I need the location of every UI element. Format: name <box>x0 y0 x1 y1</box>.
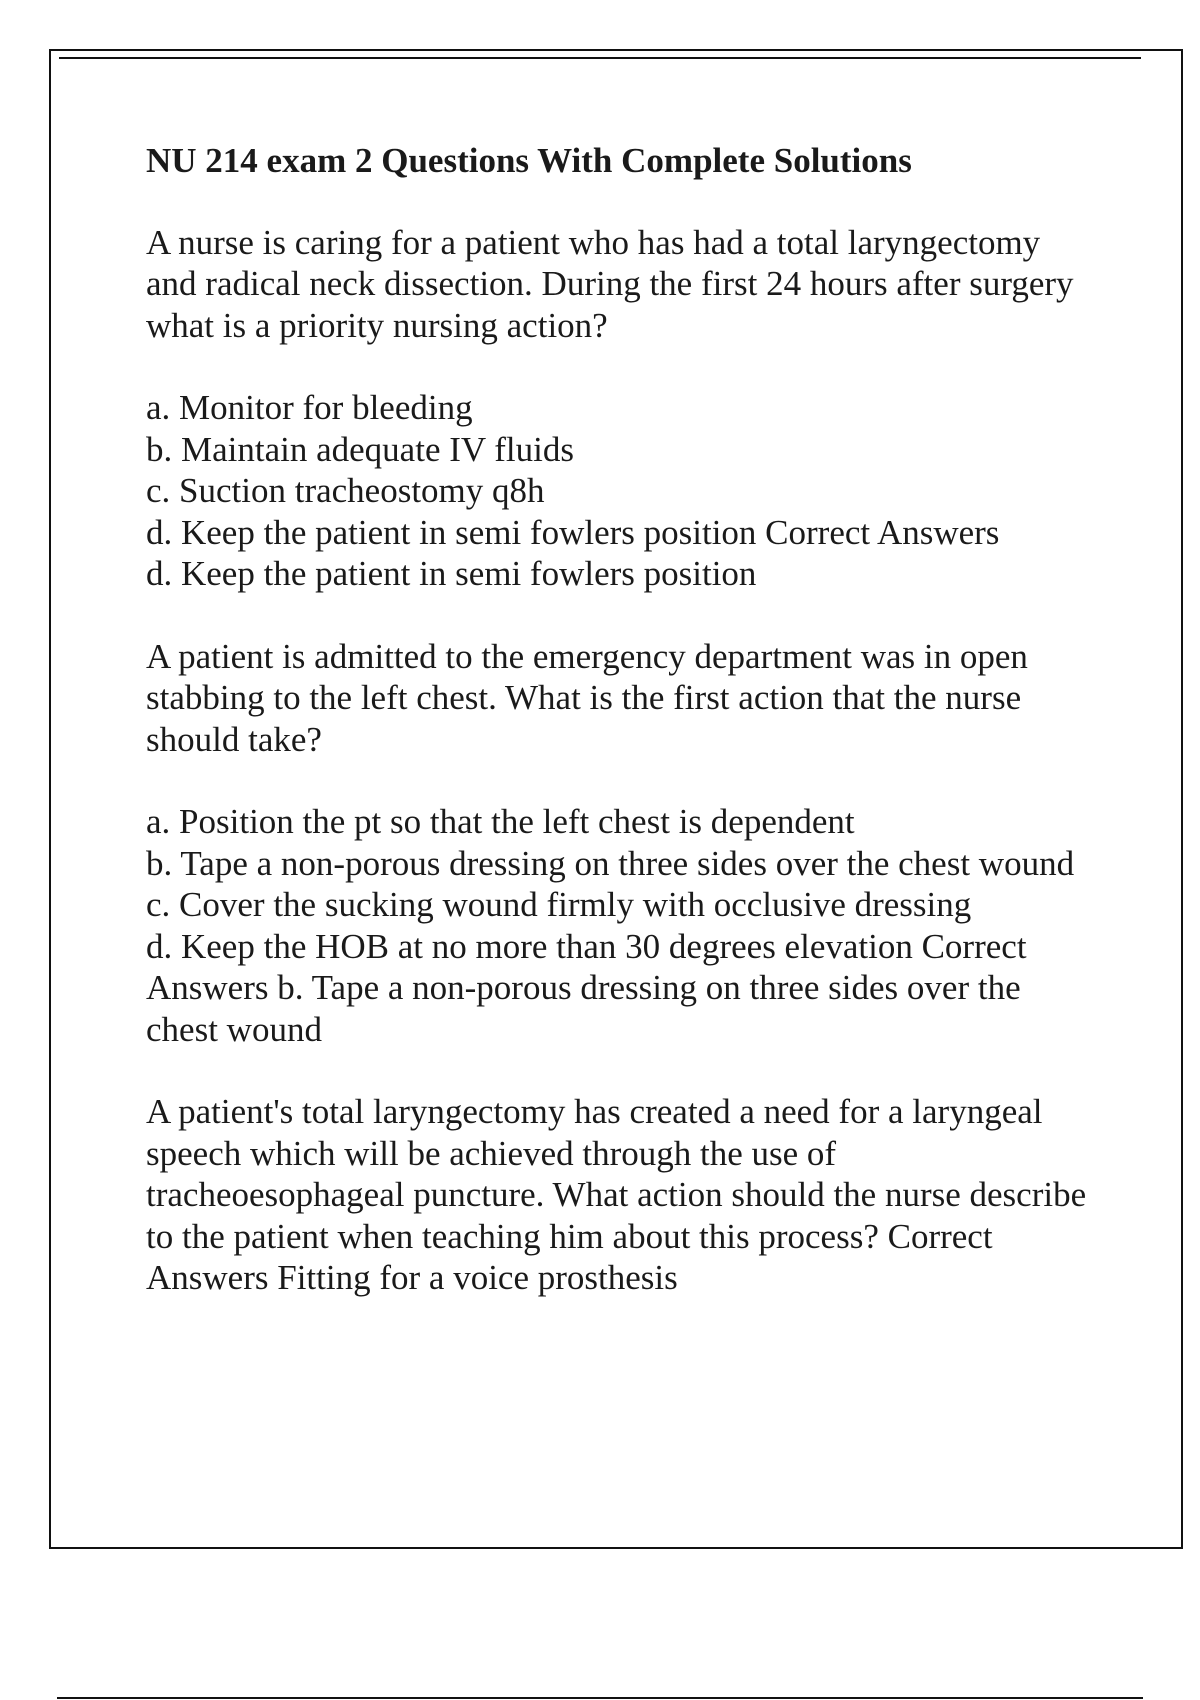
question-3-stem: A patient's total laryngectomy has created a need for a laryngeal speech which will be achieved through the use of tracheoesophageal puncture. What action should the nurse describe to the patient when teaching him about this process? Correct Answers Fitting for a voice prosthesis <box>146 1092 1087 1297</box>
document-body <box>146 140 1091 1340</box>
question-2-stem: A patient is admitted to the emergency department was in open stabbing to the left chest. What is the first action that the nurse should take? <box>146 636 1028 759</box>
question-2-option: b. Tape a non-porous dressing on three sides over the chest wound <box>146 843 1075 883</box>
question-2-answer: d. Keep the HOB at no more than 30 degrees elevation Correct Answers b. Tape a non-porous dressing on three sides over the chest wound <box>146 926 1027 1049</box>
question-2-option: a. Position the pt so that the left chest is dependent <box>146 802 855 841</box>
top-rule <box>59 57 1141 59</box>
document-title: NU 214 exam 2 Questions With Complete Solutions <box>146 141 912 180</box>
question-1-option: c. Suction tracheostomy q8h <box>146 471 545 510</box>
question-2-option: c. Cover the sucking wound firmly with occlusive dressing <box>146 885 972 924</box>
question-1-option: b. Maintain adequate IV fluids <box>146 429 574 469</box>
question-1-answer: d. Keep the patient in semi fowlers position <box>146 554 757 593</box>
question-1-option: a. Monitor for bleeding <box>146 388 473 427</box>
question-1-option: d. Keep the patient in semi fowlers position Correct Answers <box>146 512 1000 552</box>
question-1-options <box>146 387 1091 595</box>
question-1-stem: A nurse is caring for a patient who has had a total laryngectomy and radical neck dissection. During the first 24 hours after surgery what is a priority nursing action? <box>146 222 1074 345</box>
bottom-rule <box>57 1697 1143 1699</box>
question-2-options <box>146 801 1091 1050</box>
